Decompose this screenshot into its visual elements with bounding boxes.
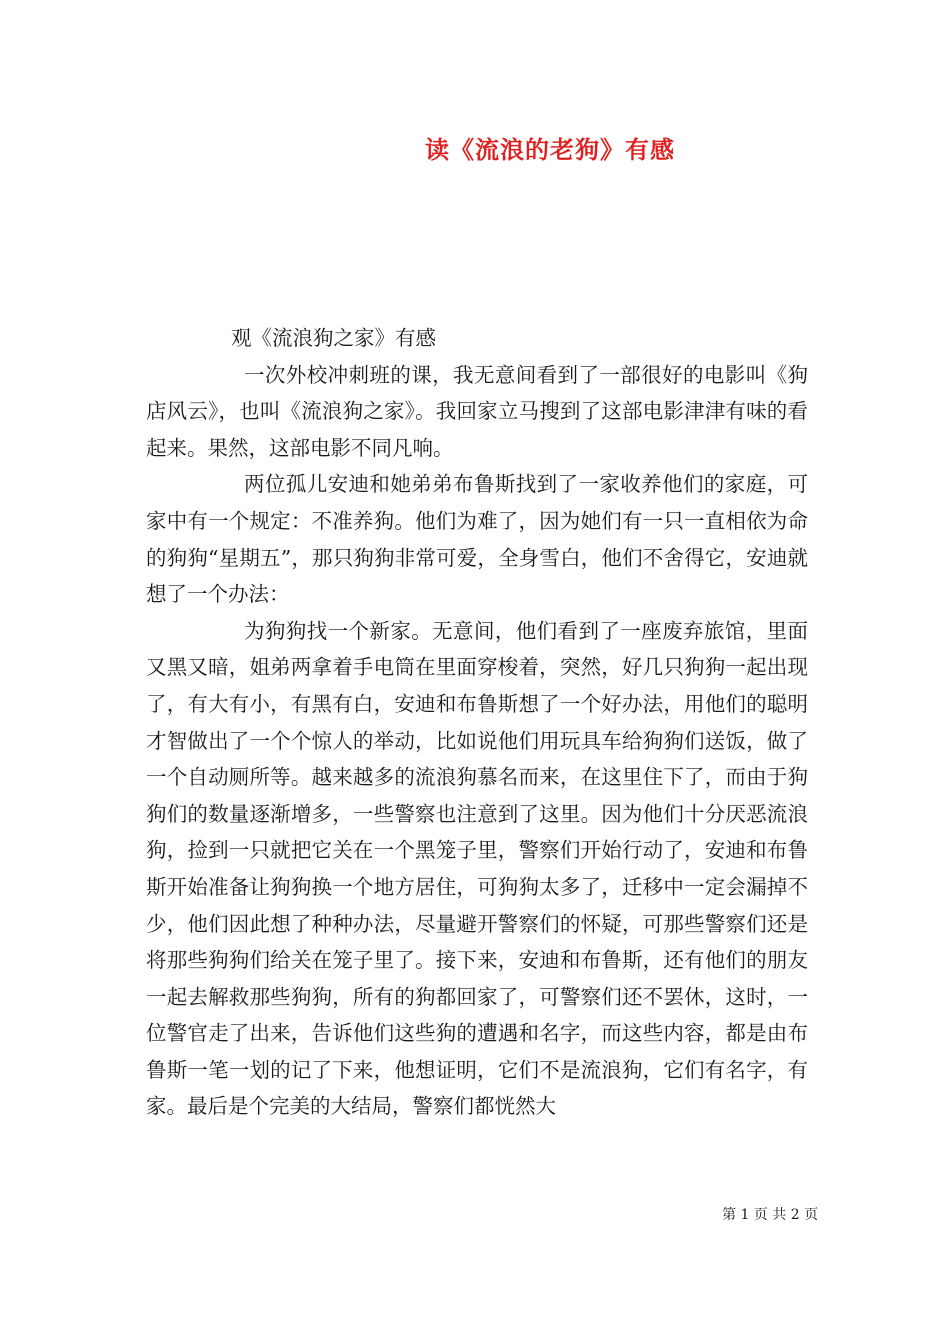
paragraph-3: 为狗狗找一个新家。无意间，他们看到了一座废弃旅馆，里面又黑又暗，姐弟两拿着手电筒在里面穿梭着，突然，好几只狗狗一起出现了，有大有小，有黑有白，安迪和布鲁斯想了一个好办法，用他们的聪明才智做出了一个个惊人的举动，比如说他们用玩具车给狗狗们送饭，做了一个自动厕所等。越来越多的流浪狗慕名而来，在这里住下了，而由于狗狗们的数量逐渐增多，一些警察也注意到了这里。因为他们十分厌恶流浪狗，捡到一只就把它关在一个黑笼子里，警察们开始行动了，安迪和布鲁斯开始准备让狗狗换一个地方居住，可狗狗太多了，迁移中一定会漏掉不少，他们因此想了种种办法，尽量避开警察们的怀疑，可那些警察们还是将那些狗狗们给关在笼子里了。接下来，安迪和布鲁斯，还有他们的朋友一起去解救那些狗狗，所有的狗都回家了，可警察们还不罢休，这时，一位警官走了出来，告诉他们这些狗的遭遇和名字，而这些内容，都是由布鲁斯一笔一划的记了下来，他想证明，它们不是流浪狗，它们有名字，有家。最后是个完美的大结局，警察们都恍然大 [146, 618, 808, 1119]
page-footer: 第 1 页 共 2 页 [722, 1207, 819, 1223]
document-title: 读《流浪的老狗》有感 [425, 135, 675, 164]
document-body [146, 320, 808, 1125]
paragraph-1: 一次外校冲刺班的课，我无意间看到了一部很好的电影叫《狗店风云》，也叫《流浪狗之家》。我回家立马搜到了这部电影津津有味的看起来。果然，这部电影不同凡响。 [146, 362, 808, 460]
paragraph-2: 两位孤儿安迪和她弟弟布鲁斯找到了一家收养他们的家庭，可家中有一个规定：不准养狗。他们为难了，因为她们有一只一直相依为命的狗狗“星期五”，那只狗狗非常可爱，全身雪白，他们不舍得它，安迪就想了一个办法： [146, 472, 808, 607]
document-subtitle: 观《流浪狗之家》有感 [231, 326, 436, 350]
